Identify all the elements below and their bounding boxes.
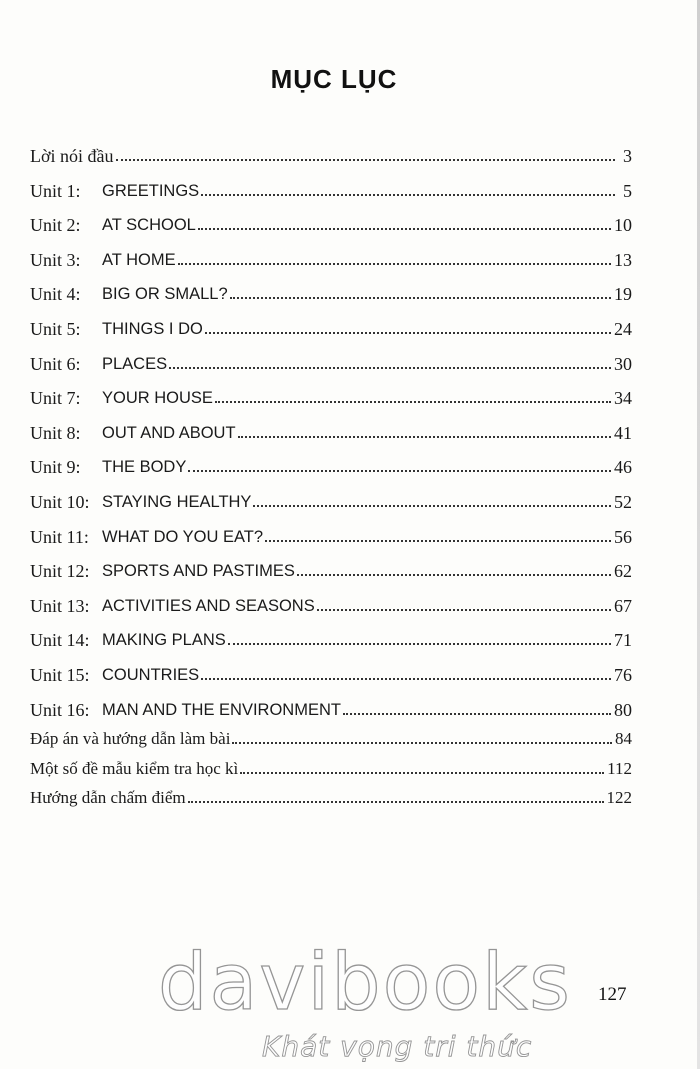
- toc-entry-unit-6[interactable]: [30, 339, 632, 374]
- unit-title: THINGS I DO: [102, 319, 203, 338]
- toc-entry-page: 24: [614, 318, 632, 339]
- toc-entry-page: 67: [614, 595, 632, 616]
- toc-entry-unit-1[interactable]: [30, 166, 632, 201]
- unit-number: Unit 3:: [30, 249, 81, 270]
- toc-entry-page: 62: [614, 561, 632, 582]
- unit-number: Unit 9:: [30, 457, 81, 478]
- dot-leader: [230, 297, 611, 299]
- page-number: 127: [598, 984, 627, 1005]
- watermark-slogan: Khát vọng tri thức: [262, 1030, 533, 1063]
- toc-entry-page: 80: [614, 699, 632, 720]
- dot-leader: [116, 159, 615, 161]
- dot-leader: [240, 772, 604, 774]
- toc-entry-page: 30: [614, 353, 632, 374]
- unit-number: Unit 6:: [30, 353, 81, 374]
- toc-entry-sample-tests[interactable]: [30, 749, 632, 779]
- toc-entry-unit-12[interactable]: [30, 547, 632, 582]
- toc-entry-page: 46: [614, 457, 632, 478]
- toc-entry-page: 76: [614, 664, 632, 685]
- unit-number: Unit 14:: [30, 630, 90, 651]
- toc-entry-page: 41: [614, 422, 632, 443]
- unit-number: Unit 5:: [30, 318, 81, 339]
- toc-entry-unit-4[interactable]: [30, 270, 632, 305]
- unit-title: AT SCHOOL: [102, 216, 196, 235]
- toc-entry-label: Lời nói đầu: [30, 146, 114, 166]
- page-title: MỤC LỤC: [270, 64, 398, 94]
- dot-leader: [178, 263, 611, 265]
- toc-entry-label: Đáp án và hướng dẫn làm bài: [30, 729, 231, 748]
- toc-entry-page: 5: [623, 180, 632, 201]
- dot-leader: [232, 742, 612, 744]
- dot-leader: [265, 540, 611, 542]
- toc-entry-preface[interactable]: [30, 134, 632, 166]
- unit-title: AT HOME: [102, 250, 176, 269]
- toc-entry-label: Một số đề mẫu kiểm tra học kì: [30, 758, 239, 778]
- toc-entry-page: 34: [614, 388, 632, 409]
- toc-entry-unit-13[interactable]: [30, 581, 632, 616]
- toc-entry-unit-3[interactable]: [30, 235, 632, 270]
- toc-entry-unit-7[interactable]: [30, 374, 632, 409]
- unit-number: Unit 16:: [30, 699, 90, 720]
- toc-entry-unit-5[interactable]: [30, 304, 632, 339]
- unit-title: WHAT DO YOU EAT?: [102, 527, 264, 546]
- toc-entry-unit-14[interactable]: [30, 616, 632, 651]
- dot-leader: [201, 194, 615, 196]
- dot-leader: [253, 505, 611, 507]
- unit-title: THE BODY: [102, 458, 187, 477]
- toc-entry-page: 122: [606, 788, 632, 807]
- unit-title: STAYING HEALTHY: [102, 492, 252, 511]
- toc-entry-unit-11[interactable]: [30, 512, 632, 547]
- unit-number: Unit 15:: [30, 664, 90, 685]
- toc-entry-answer-key[interactable]: [30, 720, 632, 750]
- table-of-contents: [30, 134, 632, 808]
- dot-leader: [188, 801, 604, 803]
- unit-title: ACTIVITIES AND SEASONS: [102, 596, 315, 615]
- dot-leader: [238, 436, 611, 438]
- unit-number: Unit 4:: [30, 284, 81, 305]
- unit-title: OUT AND ABOUT: [102, 423, 236, 442]
- dot-leader: [317, 609, 611, 611]
- toc-entry-page: 10: [614, 215, 632, 236]
- toc-entry-page: 84: [615, 729, 632, 748]
- dot-leader: [215, 401, 611, 403]
- dot-leader: [297, 574, 611, 576]
- toc-entry-unit-8[interactable]: [30, 408, 632, 443]
- dot-leader: [188, 470, 611, 472]
- unit-number: Unit 11:: [30, 526, 89, 547]
- toc-entry-unit-10[interactable]: [30, 477, 632, 512]
- toc-entry-page: 56: [614, 526, 632, 547]
- unit-number: Unit 13:: [30, 595, 90, 616]
- toc-entry-unit-9[interactable]: [30, 443, 632, 478]
- dot-leader: [201, 678, 611, 680]
- toc-entry-page: 19: [614, 284, 632, 305]
- dot-leader: [169, 367, 611, 369]
- unit-number: Unit 8:: [30, 422, 81, 443]
- dot-leader: [198, 228, 611, 230]
- toc-entry-unit-15[interactable]: [30, 650, 632, 685]
- toc-entry-page: 52: [614, 491, 632, 512]
- dot-leader: [343, 713, 611, 715]
- unit-number: Unit 1:: [30, 180, 81, 201]
- unit-title: YOUR HOUSE: [102, 389, 213, 408]
- unit-number: Unit 7:: [30, 388, 81, 409]
- dot-leader: [205, 332, 611, 334]
- unit-title: PLACES: [102, 354, 168, 373]
- unit-number: Unit 12:: [30, 561, 90, 582]
- toc-entry-unit-16[interactable]: [30, 685, 632, 720]
- toc-entry-unit-2[interactable]: [30, 201, 632, 236]
- unit-title: MAN AND THE ENVIRONMENT: [102, 700, 341, 719]
- toc-entry-page: 13: [614, 249, 632, 270]
- watermark-brand: davibooks: [158, 938, 572, 1028]
- unit-title: SPORTS AND PASTIMES: [102, 562, 295, 581]
- dot-leader: [228, 643, 611, 645]
- toc-entry-grading-guide[interactable]: [30, 779, 632, 809]
- unit-title: GREETINGS: [102, 181, 200, 200]
- unit-number: Unit 2:: [30, 215, 81, 236]
- toc-entry-page: 71: [614, 630, 632, 651]
- unit-title: MAKING PLANS: [102, 631, 226, 650]
- unit-title: BIG OR SMALL?: [102, 285, 228, 304]
- unit-title: COUNTRIES: [102, 665, 200, 684]
- toc-entry-label: Hướng dẫn chấm điểm: [30, 788, 186, 807]
- unit-number: Unit 10:: [30, 491, 90, 512]
- toc-entry-page: 112: [607, 758, 632, 778]
- toc-entry-page: 3: [623, 146, 632, 166]
